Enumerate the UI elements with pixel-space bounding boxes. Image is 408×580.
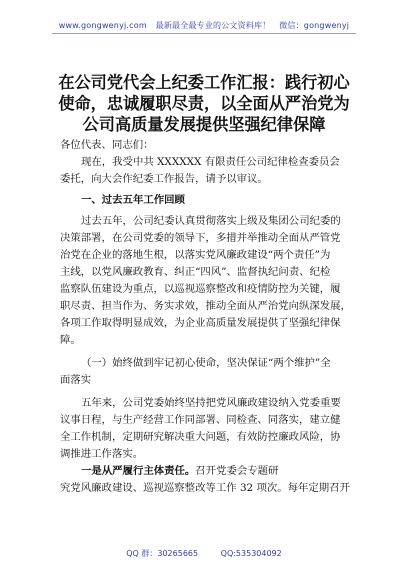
emphasis-text: 一是从严履行主体责任。 (81, 465, 196, 477)
subsection-heading: 面落实 (60, 374, 92, 386)
body-line: 调推进工作落实。 (60, 448, 144, 460)
page-footer (0, 548, 408, 559)
title-line: 在公司党代会上纪委工作汇报：践行初心 (58, 73, 350, 92)
section-heading: 一、过去五年工作回顾 (81, 194, 185, 206)
body-line: 究党风廉政建设、巡视巡察整改等工作 32 项次。每年定期召开 (60, 482, 350, 494)
body-line (60, 463, 365, 480)
document-title (36, 72, 372, 135)
page-header (0, 20, 408, 31)
body-line: 障。 (60, 334, 81, 346)
subsection-heading: （一）始终做到牢记初心使命，坚决保证“两个维护”全 (81, 357, 331, 369)
header-divider (52, 33, 356, 34)
header-slogan: 最新最全最专业的公文资料库！ (155, 21, 271, 30)
greeting: 各位代表、同志们： (60, 139, 154, 151)
body-text: 召开党委会专题研 (195, 465, 279, 477)
body-line: 各项工作取得明显成效，为企业高质量发展提供了坚强纪律保 (60, 317, 341, 329)
document-body (60, 137, 365, 497)
body-line: 主线，以党风廉政教育、纠正“四风”、监督执纪问责、纪检 (60, 266, 331, 278)
body-line: 全工作机制，定期研究解决重大问题，有效防控廉政风险，协 (60, 431, 341, 443)
body-line: 监察队伍建设为重点，以巡视巡察整改和疫情防控为关键，履 (60, 283, 341, 295)
body-line: 治党在企业的落地生根，以落实党风廉政建设“两个责任”为 (60, 249, 331, 261)
header-wechat: 微信：gongwenyj (279, 21, 350, 30)
header-site-link[interactable]: www.gongwenyj.com (58, 21, 147, 30)
body-line: 五年来，公司党委始终坚持把党风廉政建设纳入党委重要 (81, 397, 341, 409)
body-line: 议事日程，与生产经营工作同部署、同检查、同落实，建立健 (60, 414, 341, 426)
footer-qq: QQ:535304092 (220, 549, 282, 558)
title-line: 公司高质量发展提供坚强纪律保障 (82, 115, 326, 134)
body-line: 委托，向大会作纪委工作报告，请予以审议。 (60, 173, 268, 185)
body-line: 现在，我受中共 XXXXXX 有限责任公司纪律检查委员会 (81, 156, 340, 168)
body-line: 决策部署，在公司党委的领导下，多措并举推动全面从严管党 (60, 232, 341, 244)
title-line: 使命，忠诚履职尽责，以全面从严治党为 (58, 94, 350, 113)
body-line: 职尽责、担当作为、务实求效，推动全面从严治党向纵深发展， (60, 300, 351, 312)
body-line: 过去五年，公司纪委认真贯彻落实上级及集团公司纪委的 (81, 215, 341, 227)
footer-qq-group: QQ 群：30265665 (126, 549, 199, 558)
